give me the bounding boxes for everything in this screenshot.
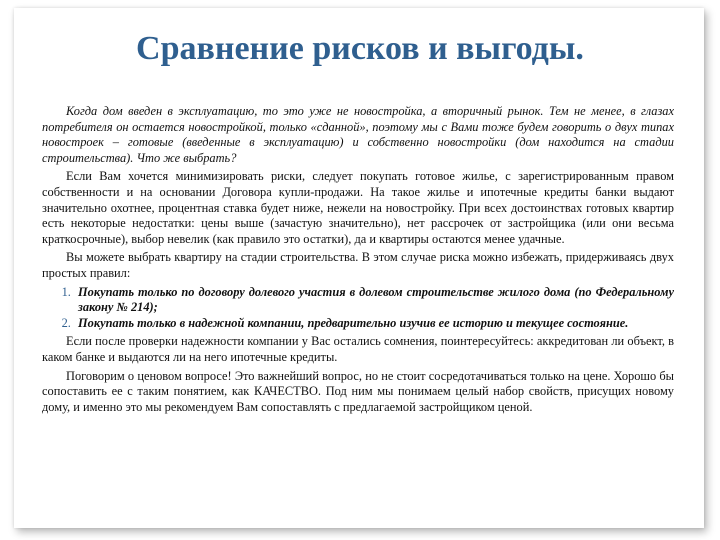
slide-title: Сравнение рисков и выгоды.: [136, 30, 584, 67]
price-quality-paragraph: Поговорим о ценовом вопросе! Это важнейший вопрос, но не стоит сосредотачиваться только на цене. Хорошо бы сопоставить ее с таким понятием, как КАЧЕСТВО. Под ним мы понимаем целый набор свойств, присущих новому дому, и именно это мы рекомендуем Вам сопоставлять с предлагаемой застройщиком ценой.: [42, 368, 674, 414]
slide-body: [42, 104, 674, 418]
construction-stage-paragraph: Вы можете выбрать квартиру на стадии строительства. В этом случае риска можно избежать, придерживаясь двух простых правил:: [42, 250, 674, 280]
ready-housing-paragraph: Если Вам хочется минимизировать риски, следует покупать готовое жилье, с зарегистрированным правом собственности и на основании Договора купли-продажи. На такое жилье и ипотечные кредиты банки выдают значительно охотнее, процентная ставка будет ниже, нежели на новостройку. При всех достоинствах готовых квартир есть некоторые недостатки: цены выше (зачастую значительно), нет рассрочек от застройщика (или они весьма краткосрочные), выбор невелик (как правило это остатки), да и квартиры остаются менее удачные.: [42, 169, 674, 246]
rule-item: 1. Покупать только по договору долевого участия в долевом строительстве жилого дома (по Федеральному закону № 214);: [74, 285, 674, 316]
verification-paragraph: Если после проверки надежности компании у Вас остались сомнения, поинтересуйтесь: аккредитован ли объект, в каком банке и выдаются ли на него ипотечные кредиты.: [42, 334, 674, 364]
rules-list: [42, 285, 674, 332]
intro-paragraph: Когда дом введен в эксплуатацию, то это уже не новостройка, а вторичный рынок. Тем не менее, в глазах потребителя он остается новостройкой, только «сданной», поэтому мы с Вами тоже будем говорить о двух типах новостроек – готовые (введенные в эксплуатацию) и собственно новостройки (дом находится на стадии строительства). Что же выбрать?: [42, 104, 674, 165]
rule-item: 2. Покупать только в надежной компании, предварительно изучив ее историю и текущее состояние.: [74, 316, 674, 332]
